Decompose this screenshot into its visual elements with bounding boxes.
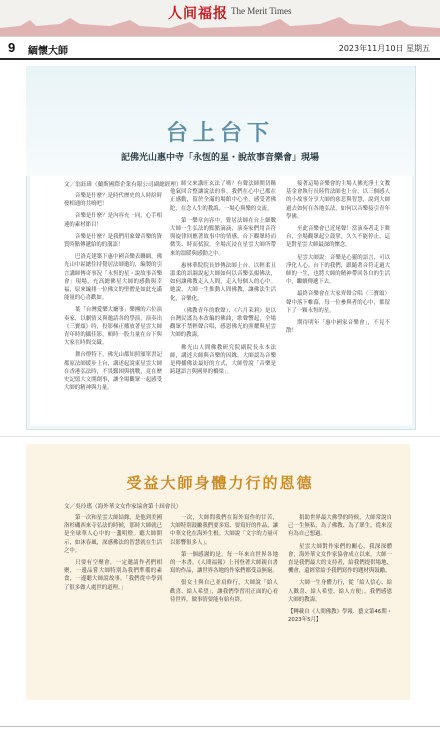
header-divider	[0, 58, 440, 60]
paragraph: 音樂是什麼？是內容充一同，心手相連的素材節目！	[64, 213, 162, 228]
paragraph: 第一樂章內容中，覺居法師在台上細數大師一生弘法的點點滴滴，演奏家們用音符與旋律回應著故事中的情感，台下觀眾時而微笑、時而拭淚，全場沉浸在星雲大師所帶來的溫暖與感動之中。	[170, 217, 276, 257]
paragraph: 佛光山人間佛教研究院副院長永本法師，講述大師與音樂的因緣，大師認為音樂是傳播佛法最好的方式，大師曾說「音樂是跨越語言與國界的橋梁」。	[170, 344, 276, 376]
paragraph: （佛教青年的歌聲）、《六月茉莉》是以台灣民謠為本改編的佛曲，歌聲響起，全場觀眾不禁輕聲合唱，感恩佛光的照耀與星雲大師的教誨。	[170, 307, 276, 339]
paragraph: 期待明年「惠中國家音樂會」，不見不散！	[286, 320, 390, 335]
newspaper-english-name: The Merit Times	[231, 6, 292, 16]
paragraph: 一次，大師問我們在海外寫作的甘苦，大師特別鼓勵我們要多寫、要寫好的作品，讓中華文化在海外生根。大師說「文字的力量可以影響很多人」。	[170, 515, 278, 546]
paragraph: 最終音樂會在大家齊聲合唱〈三寶頌〉聲中落下帷幕，每一位參與者的心中，都留下了一顆永恆的星。	[286, 291, 390, 314]
paragraph: 音樂是什麼？是時代歷史的人時紛時發相通的共鳴吧！	[64, 193, 162, 208]
paragraph: 惠林華院院長妙傳法師上台，以輕柔且溫柔的語調說起大師如何以音樂弘揚佛法，如何讓佛教走入人間，走入每個人的心中。她說，大師一生推動人間佛教，讓佛法生活化，音樂化。	[170, 262, 276, 302]
issue-date: 2023年11月10日 星期五	[338, 44, 430, 53]
paragraph: 只要有空聚會，一定邀請作者們相聚，一邊品嘗大師特別為我們準備的素食，一邊聽大師說故事。「我們從中學到了很多做人處世的道理。」	[64, 560, 162, 591]
article-1-subtitle: 記佛光山惠中寺「永恆的星・說故事音樂會」現場	[120, 153, 319, 163]
paragraph: 星雲大師對作家們的關心，我深深體會，海外華文女作家協會成立以來，大師一直是我們最大的支持者，給我們提供場地、機會，還經常給予我們寫作的題材與鼓勵。	[288, 543, 392, 575]
paragraph: 第一個感謝的是，每一年來自世界各地的一本書，《人間福報》上刊登著大師親自書寫的作品，讓世界各地的作家們都受益無窮。	[170, 551, 278, 575]
article-1-column-2	[170, 180, 276, 380]
paragraph: 張女士與自己並肩修行，大師說「給人歡喜、給人希望」，讓我們學習用正面的心看待世界，做事情要能有始有終。	[170, 580, 278, 603]
article-1-column-3	[286, 180, 390, 339]
article-divider	[0, 436, 440, 437]
page-bottom-rule	[0, 726, 440, 727]
article-2-column-3	[288, 514, 392, 628]
paragraph: 葉「台灣愛樂大廳事」樂團的六位演奏家，以劇情又與邀請各的學演，演奏出《三寶頌》時，投影梯正播放著星雲大師青年時的攝佳影，頓時一股力量在台下與大家在時間交織。	[64, 307, 162, 347]
paragraph: 第一次和星雲大師結緣，是他到美國洛杉磯西來寺弘法的時候，那時大師就已是全球華人心中的一盞明燈。聽大師開示，如沐春風，深感佛法的智慧就在生活之中。	[64, 515, 162, 554]
paragraph: 大師一生身體力行，從「給人信心、給人歡喜、給人希望、給人方便」，我們感恩大師的教誨。	[288, 580, 392, 603]
paragraph: 巴洛克建築下惠中國音樂表聯網，佛光山中區總住持覺居法師邀約，編製的引言講師傳奇事況「永恆的星・說故事音樂會」現場，充高總佛星大師的感動與幸福，原來編排一位佛文的聖僧是如此充滿能量的心喜歡如。	[64, 254, 162, 302]
page-number: 9	[8, 40, 16, 55]
article-2-title: 受益大師身體力行的恩德	[126, 474, 314, 492]
paragraph: 接著這場音樂會的主場人佛光淨土文教基金會執行長陸哲法師也上台，以三個感人的小故事分享大師的慈悲與智慧，說到大師過去如何在各地弘法，如何以音樂接引青年學佛。	[286, 181, 390, 220]
article-2-footnote: 【轉載自《人間佛教》學報．藝文第46期・2023年5月】	[288, 609, 392, 624]
masthead	[0, 0, 440, 37]
article-1-title: 台上台下	[165, 120, 274, 146]
article-2-column-1	[64, 514, 162, 596]
article-1-byline: 文／翁鈺瑋（蘭斯國際企業有限公司副總經理）	[64, 182, 182, 188]
paragraph: 舞台燈特下，佛光山都知照頒單書記都原法師緩步上台，講述起說東星雲大師在香港弘法時，不畏艱困與挑戰，竟在歷史記憶大文開創事，讓全場觀眾一起感受大師的精神與力量。	[64, 352, 162, 392]
paragraph: 捐助世界最大佛學的時候，大師常說自己一生無私，為了佛教、為了眾生，從來沒有為自己想過。	[288, 515, 392, 538]
paragraph: 至此音樂會已近尾聲！當演奏者走下舞台，全場觀眾起立鼓掌，久久不能停止，這是對星雲大師最深的懷念。	[286, 226, 390, 249]
article-2-column-2	[170, 514, 278, 608]
article-2-byline: 文／吳玲瑤（海外華文女作家協會第十屆會長）	[64, 504, 182, 510]
newspaper-logo[interactable]: 人间福报	[168, 6, 228, 22]
article-1-column-1	[64, 192, 162, 396]
paragraph: 星雲大師說：音樂是心靈的語言，可以淨化人心。台下的我們，跟隨著音符走過大師的一生，也將大師的精神帶回各自的生活中，繼續傳遞下去。	[286, 254, 390, 286]
paragraph: 音樂是什麼？是我們用象聲音樂的資質時點傳遞給的的溝語！	[64, 233, 162, 249]
section-title: 緬懷大師	[28, 46, 68, 57]
page-header	[0, 40, 440, 58]
paragraph: 師父來講旺玄法了嗎？有聲法師開切稱他氣回合整讓說法的事。我們在心中已都在正感動，留於全滿的場館中心坐，感受著佛陀，在念人生的教誨，一場心與樂的交流。	[170, 181, 276, 212]
